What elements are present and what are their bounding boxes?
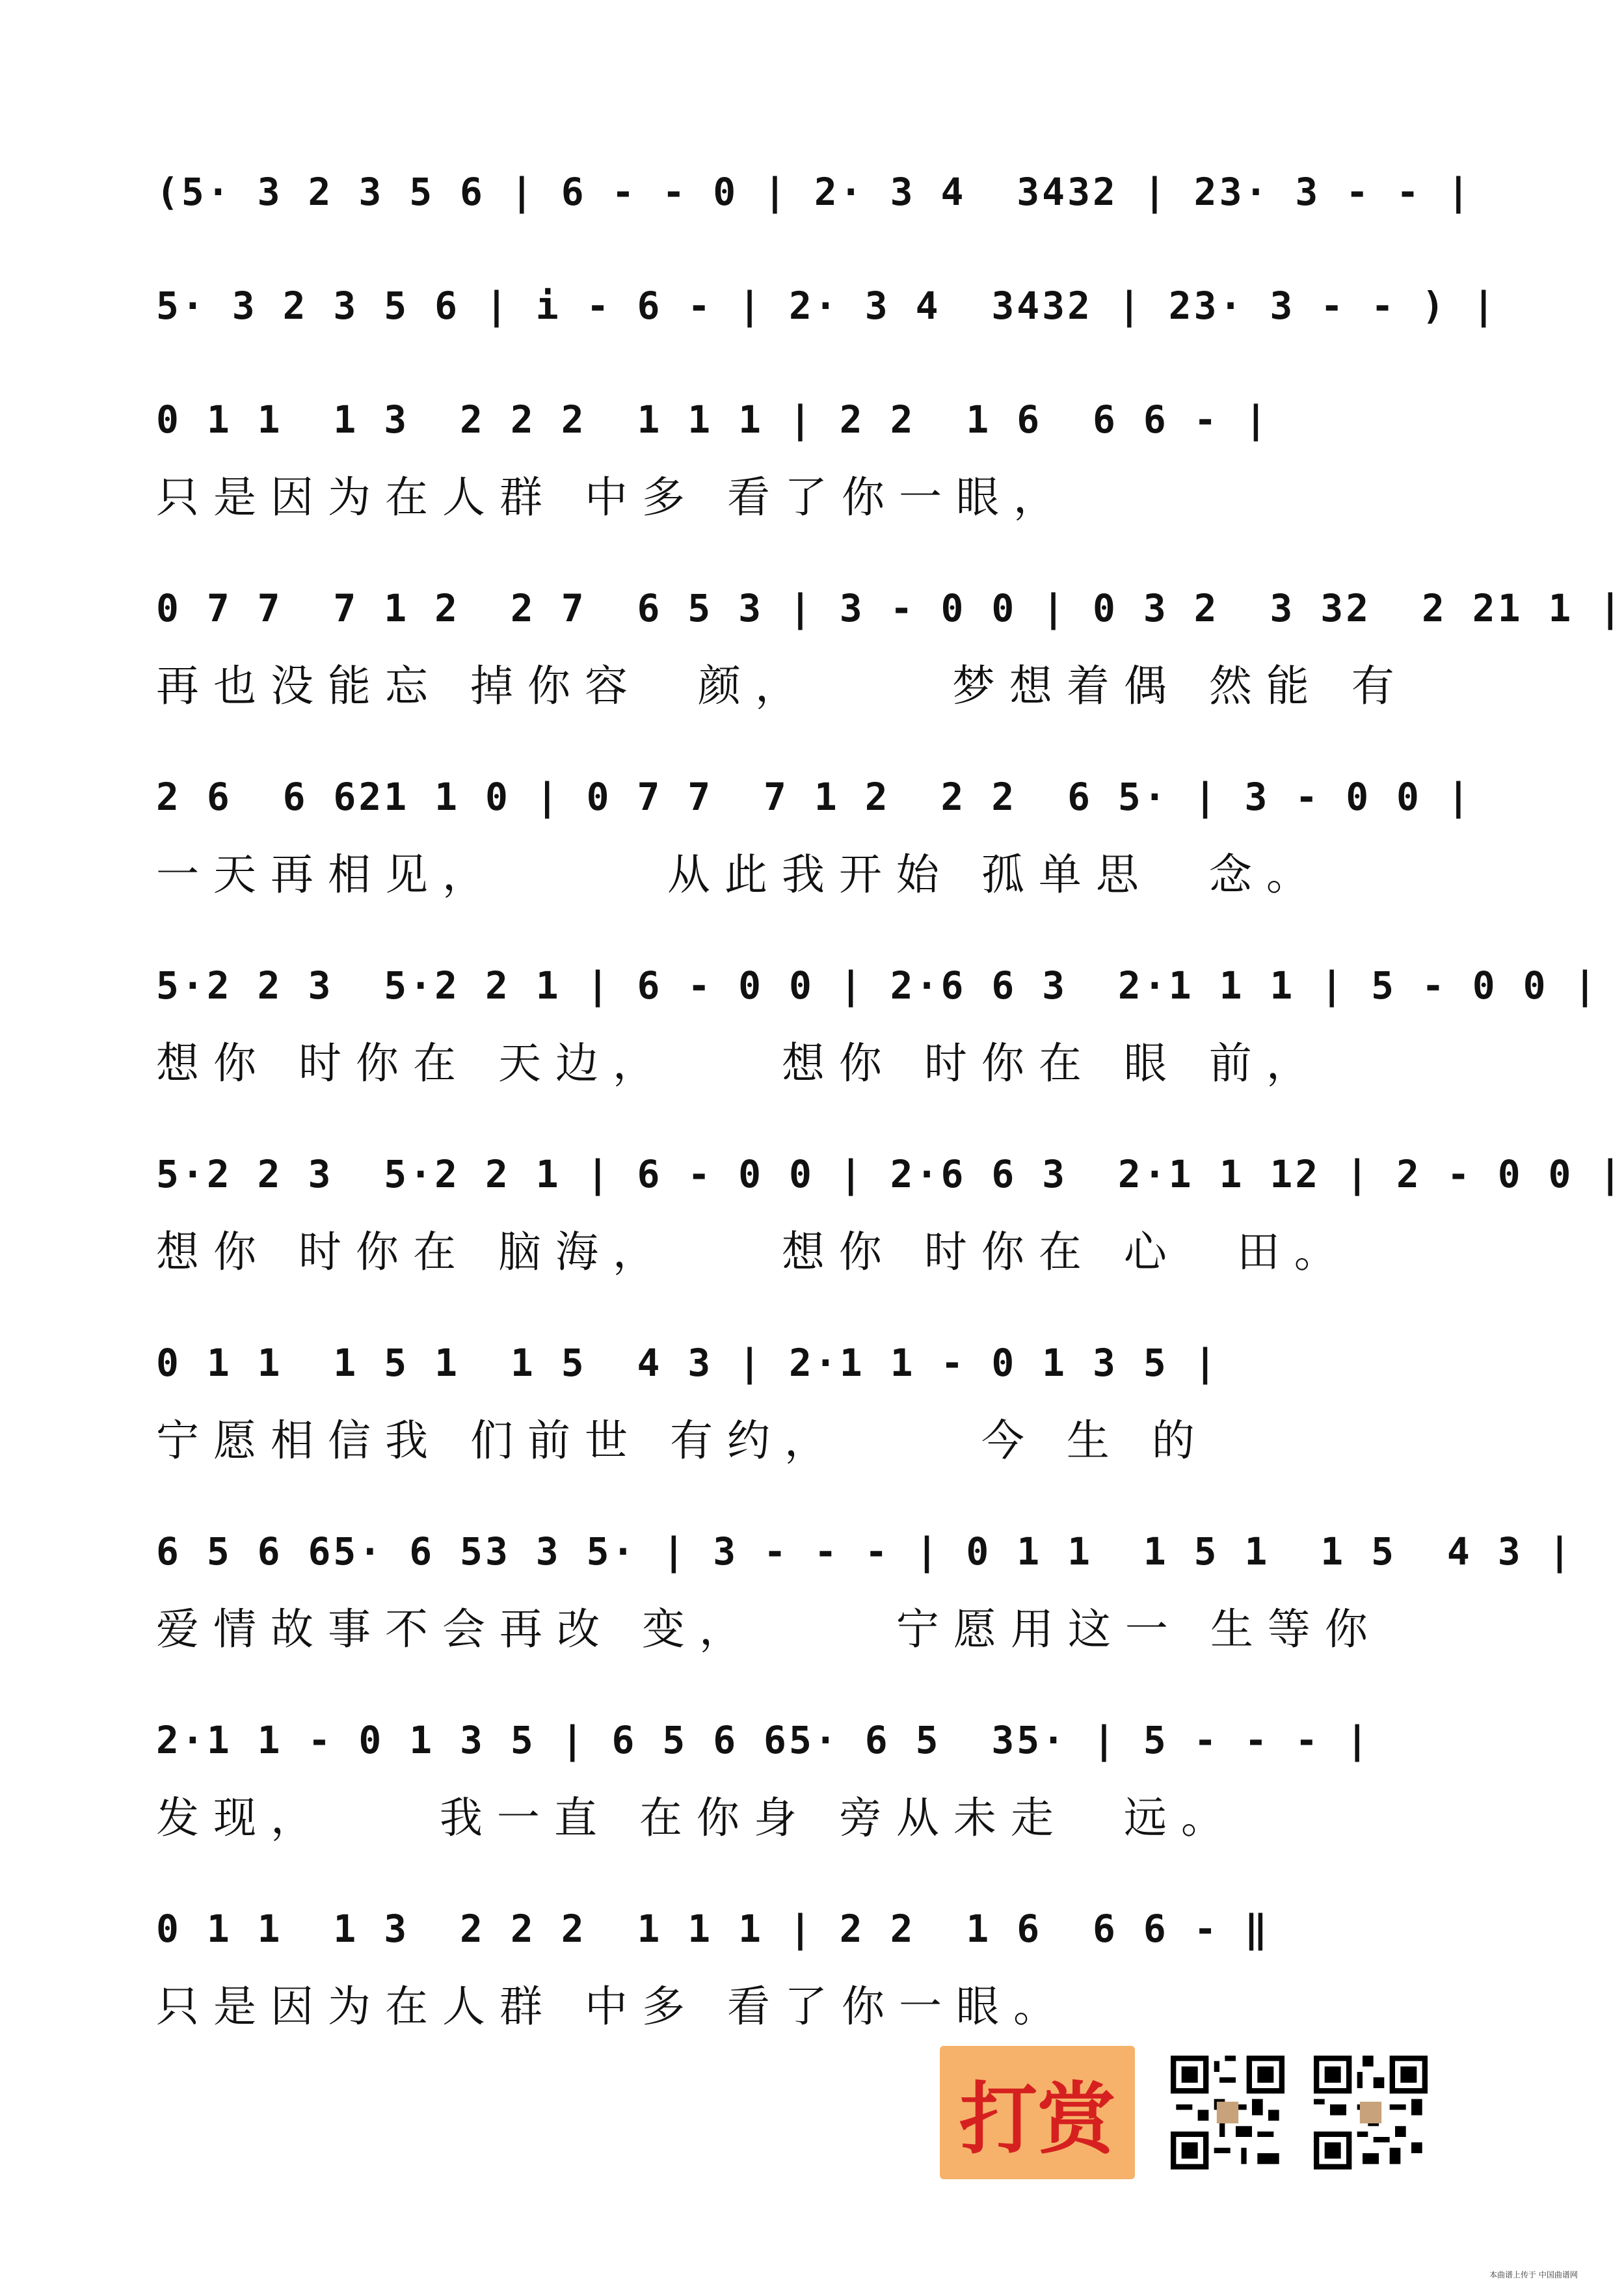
notation-line: 5·2 2 3 5·2 2 1 | 6 - 0 0 | 2·6 6 3 2·1 1 1 | 5 - 0 0 | (156, 963, 1599, 1008)
lyric-line: 只是因为在人群 中多 看了你一眼。 (156, 1981, 1071, 2032)
lyric-line: 只是因为在人群 中多 看了你一眼， (156, 472, 1071, 522)
reward-label: 打赏 (959, 2074, 1115, 2165)
lyric-line: 再也没能忘 掉你容 颜， 梦想着偶 然能 有 (156, 661, 1409, 711)
reward-button[interactable] (940, 2046, 1135, 2179)
notation-line: 2 6 6 621 1 0 | 0 7 7 7 1 2 2 2 6 5· | 3 - 0 0 | (156, 775, 1472, 819)
qr-code-icon (1171, 2056, 1285, 2169)
lyric-line: 想你 时你在 天边， 想你 时你在 眼 前， (156, 1038, 1324, 1088)
footer-credit: 本曲谱上传于 中国曲谱网 (1489, 2270, 1578, 2279)
notation-line: 0 1 1 1 3 2 2 2 1 1 1 | 2 2 1 6 6 6 - | (156, 397, 1270, 442)
lyric-line: 一天再相见， 从此我开始 孤单思 念。 (156, 850, 1324, 900)
notation-line: 0 1 1 1 3 2 2 2 1 1 1 | 2 2 1 6 6 6 - ‖ (156, 1907, 1270, 1951)
lyric-line: 想你 时你在 脑海， 想你 时你在 心 田。 (156, 1227, 1351, 1277)
notation-line: 5·2 2 3 5·2 2 1 | 6 - 0 0 | 2·6 6 3 2·1 1 12 | 2 - 0 0 | (156, 1152, 1624, 1196)
notation-line: 6 5 6 65· 6 53 3 5· | 3 - - - | 0 1 1 1 5 1 1 5 4 3 | (156, 1529, 1574, 1574)
lyric-line: 发现， 我一直 在你身 旁从未走 远。 (156, 1793, 1238, 1843)
notation-line: (5· 3 2 3 5 6 | 6 - - 0 | 2· 3 4 3432 | 23· 3 - - | (156, 170, 1472, 214)
notation-line: 2·1 1 - 0 1 3 5 | 6 5 6 65· 6 5 35· | 5 - - - | (156, 1718, 1372, 1762)
notation-line: 5· 3 2 3 5 6 | i - 6 - | 2· 3 4 3432 | 23· 3 - - ) | (156, 284, 1498, 328)
notation-line: 0 7 7 7 1 2 2 7 6 5 3 | 3 - 0 0 | 0 3 2 3 32 2 21 1 | (156, 586, 1624, 630)
lyric-line: 宁愿相信我 们前世 有约， 今 生 的 (156, 1416, 1209, 1466)
notation-line: 0 1 1 1 5 1 1 5 4 3 | 2·1 1 - 0 1 3 5 | (156, 1341, 1219, 1385)
lyric-line: 爱情故事不会再改 变， 宁愿用这一 生等你 (156, 1604, 1382, 1654)
qr-code-icon (1314, 2056, 1428, 2169)
